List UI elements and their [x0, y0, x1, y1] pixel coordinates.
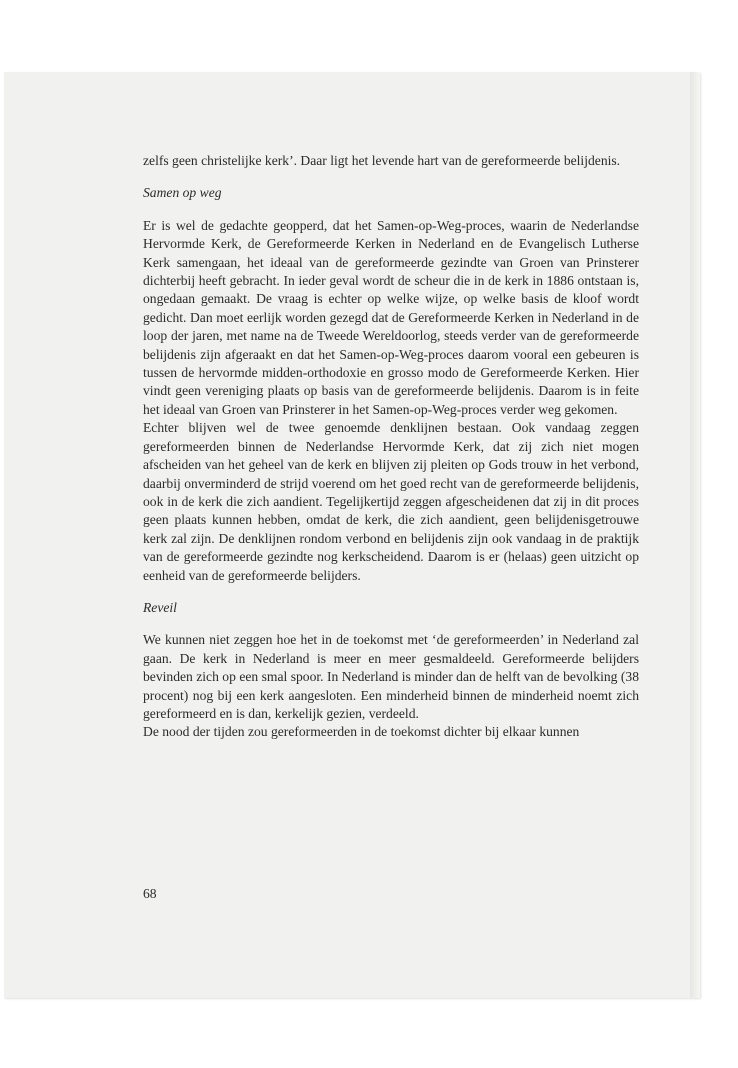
body-text: [143, 152, 639, 742]
section-heading-reveil: Reveil: [143, 599, 177, 615]
paragraph: Echter blijven wel de twee genoemde denklijnen bestaan. Ook vandaag zeggen gereformeerden binnen de Nederlandse Hervormde Kerk, dat zij zich niet mogen afscheiden van het geheel van de kerk en blijven zij pleiten op Gods trouw in het verbond, daarbij onverminderd de strijd voerend om het goed recht van de gereformeerde belijdenis, ook in de kerk die zich aandient. Tegelijkertijd zeggen afgescheidenen dat zij in dit proces geen plaats kunnen hebben, omdat de kerk, die zich aandient, geen belijdenisgetrouwe kerk zal zijn. De denklijnen rondom verbond en belijdenis zijn ook vandaag in de praktijk van de gereformeerde gezindte nog kerkscheidend. Daarom is er (helaas) geen uitzicht op eenheid van de gereformeerde belijders.: [143, 420, 639, 583]
page-edge: [690, 72, 700, 998]
paragraph: Er is wel de gedachte geopperd, dat het Samen-op-Weg-proces, waarin de Nederlandse Hervormde Kerk, de Gereformeerde Kerken in Nederland en de Evangelisch Lutherse Kerk samengaan, het ideaal van de gereformeerde gezindte van Groen van Prinsterer dichterbij heeft gebracht. In ieder geval wordt de scheur die in de kerk in 1886 ontstaan is, ongedaan gemaakt. De vraag is echter op welke wijze, op welke basis de kloof wordt gedicht. Dan moet eerlijk worden gezegd dat de Gereformeerde Kerken in Nederland in de loop der jaren, met name na de Tweede Wereldoorlog, steeds verder van de gereformeerde belijdenis zijn afgeraakt en dat het Samen-op-Weg-proces daarom vooral een gebeuren is tussen de hervormde midden-orthodoxie en grosso modo de Gereformeerde Kerken. Hier vindt geen vereniging plaats op basis van de gereformeerde belijdenis. Daarom is in feite het ideaal van Groen van Prinsterer in het Samen-op-Weg-proces verder weg gekomen.: [143, 217, 639, 417]
section-heading-samen-op-weg: Samen op weg: [143, 185, 222, 201]
paragraph: We kunnen niet zeggen hoe het in de toekomst met ‘de gereformeerden’ in Nederland zal gaan. De kerk in Nederland is meer en meer gesmaldeeld. Gereformeerde belijders bevinden zich op een smal spoor. In Nederland is minder dan de helft van de bevolking (38 procent) nog bij een kerk aangesloten. Een minderheid binnen de minderheid noemt zich gereformeerd en is dan, kerkelijk gezien, verdeeld.: [143, 632, 639, 721]
paragraph: De nood der tijden zou gereformeerden in de toekomst dichter bij elkaar kunnen: [143, 724, 580, 740]
page-number: 68: [143, 886, 157, 901]
paragraph: zelfs geen christelijke kerk’. Daar ligt het levende hart van de gereformeerde belijdenis.: [143, 153, 621, 168]
